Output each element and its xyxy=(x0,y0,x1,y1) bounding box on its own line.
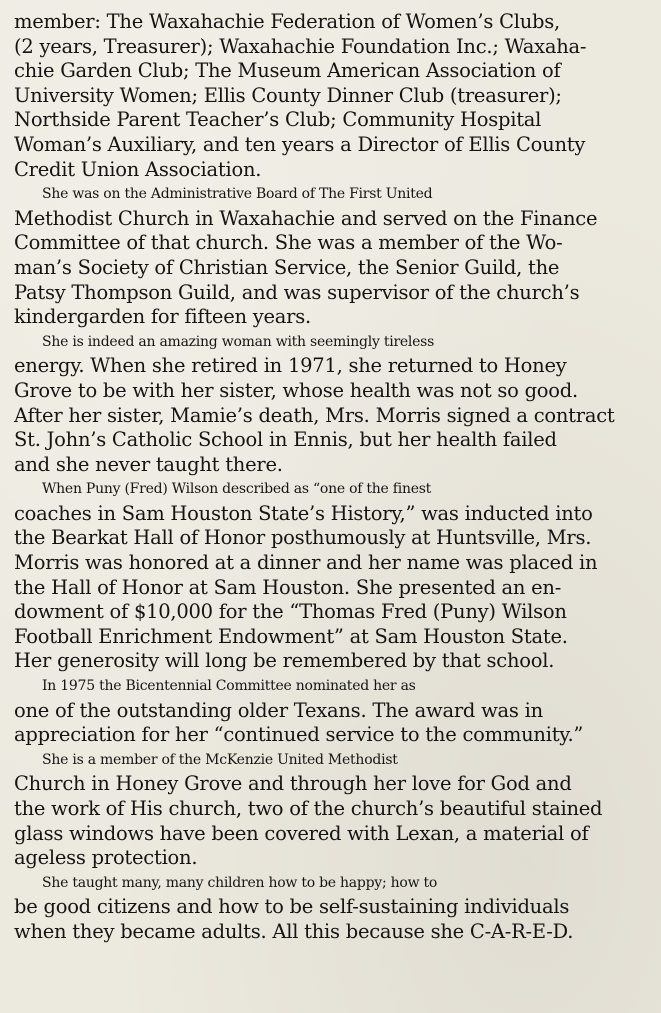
article-text-line: Morris was honored at a dinner and her name was placed in xyxy=(14,551,598,575)
article-text-line: glass windows have been covered with Lexan, a material of xyxy=(14,821,589,845)
article-text-line: ageless protection. xyxy=(14,846,198,870)
article-text-line: University Women; Ellis County Dinner Club (treasurer); xyxy=(14,83,562,107)
article-text-line: Her generosity will long be remembered by that school. xyxy=(14,649,555,673)
article-text-line: kindergarden for fifteen years. xyxy=(14,305,311,329)
article-text-line: She is a member of the McKenzie United Methodist xyxy=(42,751,398,768)
article-text-line: chie Garden Club; The Museum American Association of xyxy=(14,59,561,83)
article-text-line: She is indeed an amazing woman with seemingly tireless xyxy=(42,333,435,350)
article-text-line: Church in Honey Grove and through her love for God and xyxy=(14,772,572,796)
article-text-line: Patsy Thompson Guild, and was supervisor of the church’s xyxy=(14,280,580,304)
article-text-line: She was on the Administrative Board of The First United xyxy=(42,186,433,203)
article-text-line: (2 years, Treasurer); Waxahachie Foundation Inc.; Waxaha- xyxy=(14,34,587,58)
article-text-line: St. John’s Catholic School in Ennis, but her health failed xyxy=(14,428,557,452)
article-text-line: member: The Waxahachie Federation of Women’s Clubs, xyxy=(14,10,560,33)
article-text-line: After her sister, Mamie’s death, Mrs. Morris signed a contract xyxy=(14,403,615,427)
article-text-line: be good citizens and how to be self-sustaining individuals xyxy=(14,895,570,919)
article-text-line: appreciation for her “continued service to the community.” xyxy=(14,723,584,747)
article-text-line: coaches in Sam Houston State’s History,” was inducted into xyxy=(14,501,593,525)
article-text-line: and she never taught there. xyxy=(14,452,283,476)
article-text-line: one of the outstanding older Texans. The award was in xyxy=(14,698,543,722)
article-text-line: Methodist Church in Waxahachie and served on the Finance xyxy=(14,206,598,230)
article-text-line: When Puny (Fred) Wilson described as “one of the finest xyxy=(42,481,432,498)
article-text-line: the Hall of Honor at Sam Houston. She presented an en- xyxy=(14,575,562,599)
article-text-line: energy. When she retired in 1971, she returned to Honey xyxy=(14,354,567,378)
article-text-line: Woman’s Auxiliary, and ten years a Director of Ellis County xyxy=(14,132,586,156)
article-text-line: Credit Union Association. xyxy=(14,157,262,181)
article-text-line: In 1975 the Bicentennial Committee nominated her as xyxy=(42,678,416,695)
article-text-line: Northside Parent Teacher’s Club; Community Hospital xyxy=(14,108,542,132)
article-text-line: Grove to be with her sister, whose health was not so good. xyxy=(14,378,578,402)
article-text-line: dowment of $10,000 for the “Thomas Fred (Puny) Wilson xyxy=(14,600,567,624)
article-text-line: when they became adults. All this because she C-A-R-E-D. xyxy=(14,919,574,943)
article-text-line: the work of His church, two of the church’s beautiful stained xyxy=(14,797,603,820)
article-text-line: She taught many, many children how to be happy; how to xyxy=(42,874,438,891)
article-text-line: Football Enrichment Endowment” at Sam Houston State. xyxy=(14,624,568,648)
article-text-line: man’s Society of Christian Service, the Senior Guild, the xyxy=(14,255,560,279)
article-text-line: Committee of that church. She was a member of the Wo- xyxy=(14,231,563,255)
article-column xyxy=(14,10,647,945)
article-text-line: the Bearkat Hall of Honor posthumously at Huntsville, Mrs. xyxy=(14,526,592,550)
